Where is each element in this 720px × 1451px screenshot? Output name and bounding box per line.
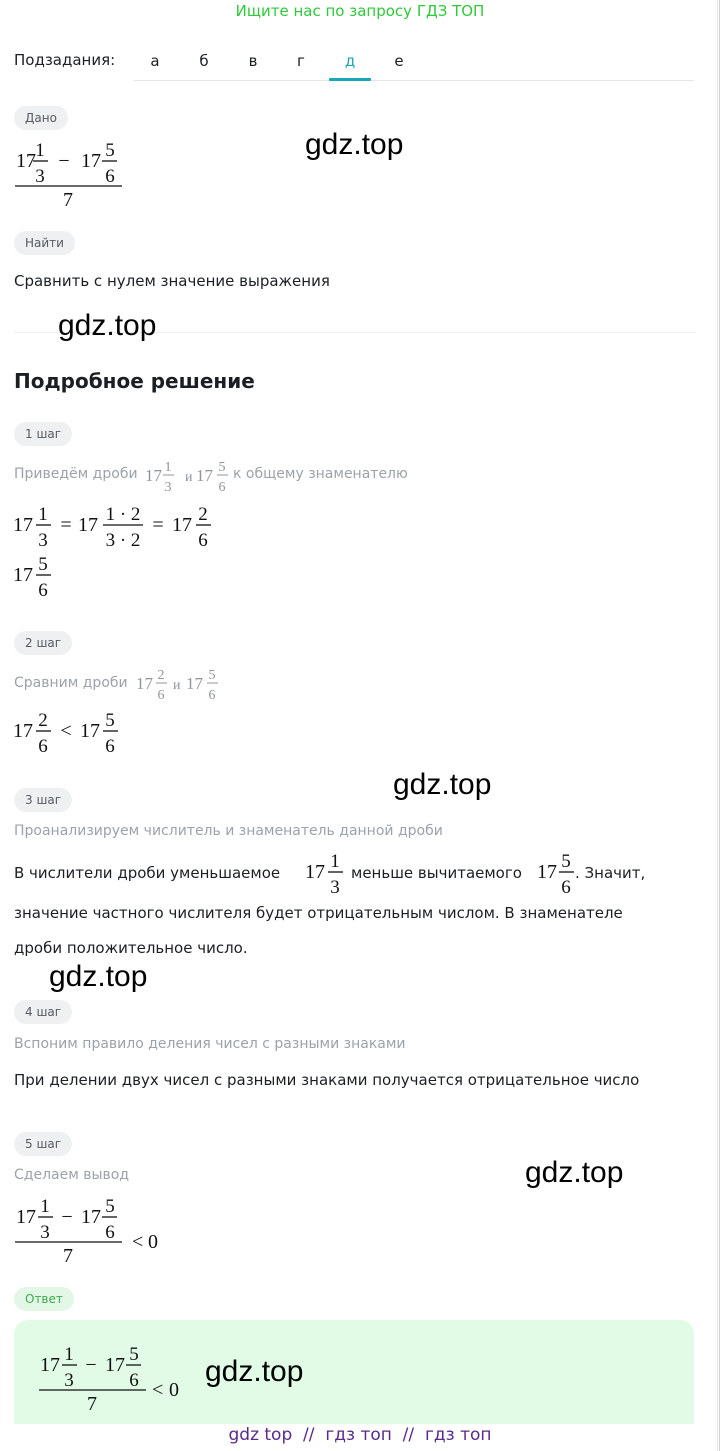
- svg-text:<: <: [152, 1379, 164, 1401]
- search-banner[interactable]: Ищите нас по запросу ГДЗ ТОП: [235, 2, 485, 20]
- watermark-4: gdz.top: [49, 960, 148, 993]
- svg-text:5: 5: [38, 554, 48, 575]
- svg-text:5: 5: [105, 140, 115, 161]
- svg-text:17: 17: [172, 514, 192, 536]
- step-3-fraction-1: [302, 846, 352, 900]
- svg-text:17: 17: [78, 514, 98, 536]
- svg-text:=: =: [152, 514, 164, 536]
- step-1-caption-fractions: [142, 452, 234, 498]
- given-chip: Дано: [14, 106, 68, 130]
- svg-text:17: 17: [136, 674, 153, 693]
- watermark-2: gdz.top: [58, 309, 157, 342]
- step-3-text-post: . Значит,: [575, 864, 646, 882]
- svg-text:0: 0: [148, 1231, 158, 1253]
- svg-text:1: 1: [40, 1196, 50, 1217]
- svg-text:17: 17: [305, 861, 325, 883]
- step-5-caption: Сделаем вывод: [14, 1167, 130, 1183]
- svg-text:1 · 2: 1 · 2: [105, 504, 141, 525]
- step-1-line-2: [10, 550, 70, 604]
- step-3-text-mid: меньше вычитаемого: [351, 864, 522, 882]
- svg-text:17: 17: [40, 1354, 60, 1376]
- svg-text:6: 6: [208, 688, 216, 703]
- watermark-1: gdz.top: [305, 128, 404, 161]
- svg-text:6: 6: [105, 1222, 115, 1243]
- step-4-text: При делении двух чисел с разными знаками получается отрицательное число: [14, 1071, 640, 1089]
- step-2-caption-pre: Сравним дроби: [14, 675, 128, 691]
- svg-text:2: 2: [38, 710, 48, 731]
- svg-text:6: 6: [129, 1370, 139, 1391]
- svg-text:6: 6: [198, 530, 208, 551]
- tab-g[interactable]: г: [297, 52, 305, 70]
- footer-links[interactable]: [0, 1425, 720, 1445]
- svg-text:6: 6: [157, 688, 165, 703]
- step-5-chip: 5 шаг: [14, 1132, 72, 1156]
- svg-text:2: 2: [198, 504, 208, 525]
- svg-text:5: 5: [218, 460, 226, 475]
- svg-text:1: 1: [64, 1344, 74, 1365]
- svg-text:17: 17: [16, 150, 36, 172]
- svg-text:3: 3: [38, 530, 48, 551]
- step-2-caption-fractions: [133, 660, 225, 706]
- svg-text:17: 17: [80, 720, 100, 742]
- svg-text:1: 1: [164, 460, 172, 475]
- svg-text:3: 3: [64, 1370, 74, 1391]
- tab-d[interactable]: д: [344, 52, 356, 70]
- svg-text:<: <: [60, 720, 72, 742]
- svg-text:17: 17: [81, 1206, 101, 1228]
- svg-text:3: 3: [330, 877, 340, 898]
- svg-text:17: 17: [13, 514, 33, 536]
- svg-text:и: и: [173, 678, 181, 693]
- step-1-chip: 1 шаг: [14, 422, 72, 446]
- answer-expression: [36, 1334, 196, 1416]
- step-2-line-1: [10, 706, 140, 762]
- svg-text:17: 17: [81, 150, 101, 172]
- svg-text:−: −: [61, 1206, 73, 1228]
- svg-text:0: 0: [169, 1379, 179, 1401]
- tabs-divider: [134, 80, 694, 81]
- svg-text:6: 6: [105, 166, 115, 187]
- svg-text:17: 17: [13, 720, 33, 742]
- step-4-chip: 4 шаг: [14, 1000, 72, 1024]
- watermark-3: gdz.top: [393, 768, 492, 801]
- solution-title: Подробное решение: [14, 369, 255, 393]
- answer-chip: Ответ: [14, 1287, 74, 1311]
- step-3-caption: Проанализируем числитель и знаменатель данной дроби: [14, 823, 443, 839]
- svg-text:=: =: [60, 514, 72, 536]
- svg-text:5: 5: [105, 710, 115, 731]
- svg-text:1: 1: [330, 851, 340, 872]
- watermark-6: gdz.top: [205, 1355, 304, 1388]
- svg-text:1: 1: [35, 140, 45, 161]
- svg-text:17: 17: [145, 466, 162, 485]
- svg-text:7: 7: [63, 1245, 73, 1267]
- find-chip: Найти: [14, 231, 75, 255]
- svg-text:2: 2: [157, 668, 165, 683]
- svg-text:7: 7: [63, 189, 73, 211]
- step-1-line-1: [10, 500, 240, 556]
- svg-text:3: 3: [35, 166, 45, 187]
- svg-text:6: 6: [38, 736, 48, 757]
- step-3-chip: 3 шаг: [14, 788, 72, 812]
- svg-text:−: −: [85, 1354, 97, 1376]
- svg-text:6: 6: [218, 480, 226, 495]
- given-expression: [12, 130, 142, 212]
- tab-b[interactable]: б: [199, 52, 209, 70]
- svg-text:5: 5: [208, 668, 216, 683]
- svg-text:3: 3: [40, 1222, 50, 1243]
- watermark-5: gdz.top: [525, 1156, 624, 1189]
- svg-text:5: 5: [129, 1344, 139, 1365]
- active-tab-indicator: [329, 78, 371, 81]
- tab-e[interactable]: е: [394, 52, 404, 70]
- svg-text:17: 17: [186, 674, 203, 693]
- svg-text:<: <: [132, 1231, 144, 1253]
- svg-text:7: 7: [87, 1393, 97, 1415]
- find-text: Сравнить с нулем значение выражения: [14, 272, 330, 290]
- step-5-expression: [12, 1186, 172, 1268]
- svg-text:и: и: [185, 470, 193, 485]
- tab-v[interactable]: в: [248, 52, 258, 70]
- subtasks-label: Подзадания:: [14, 51, 116, 69]
- tab-a[interactable]: а: [150, 52, 160, 70]
- svg-text:6: 6: [561, 877, 571, 898]
- svg-text:17: 17: [13, 564, 33, 586]
- svg-text:5: 5: [561, 851, 571, 872]
- page-edge-line: [717, 0, 718, 1451]
- step-3-text-2: значение частного числителя будет отрицательным числом. В знаменателе: [14, 904, 623, 922]
- step-3-text-3: дроби положительное число.: [14, 939, 248, 957]
- svg-text:−: −: [58, 150, 70, 172]
- svg-text:6: 6: [105, 736, 115, 757]
- step-2-chip: 2 шаг: [14, 631, 72, 655]
- step-4-caption: Вспоним правило деления чисел с разными знаками: [14, 1036, 406, 1052]
- svg-text:17: 17: [537, 861, 557, 883]
- footer-text[interactable]: gdz top // гдз топ // гдз топ: [228, 1425, 492, 1445]
- svg-text:17: 17: [105, 1354, 125, 1376]
- svg-text:6: 6: [38, 580, 48, 601]
- svg-text:17: 17: [196, 466, 213, 485]
- step-1-caption-post: к общему знаменателю: [233, 466, 408, 482]
- svg-text:3: 3: [164, 480, 172, 495]
- svg-text:5: 5: [105, 1196, 115, 1217]
- svg-text:17: 17: [16, 1206, 36, 1228]
- step-1-caption-pre: Приведём дроби: [14, 466, 138, 482]
- step-3-text-pre: В числители дроби уменьшаемое: [14, 864, 281, 882]
- svg-text:3 · 2: 3 · 2: [105, 530, 141, 551]
- svg-text:1: 1: [38, 504, 48, 525]
